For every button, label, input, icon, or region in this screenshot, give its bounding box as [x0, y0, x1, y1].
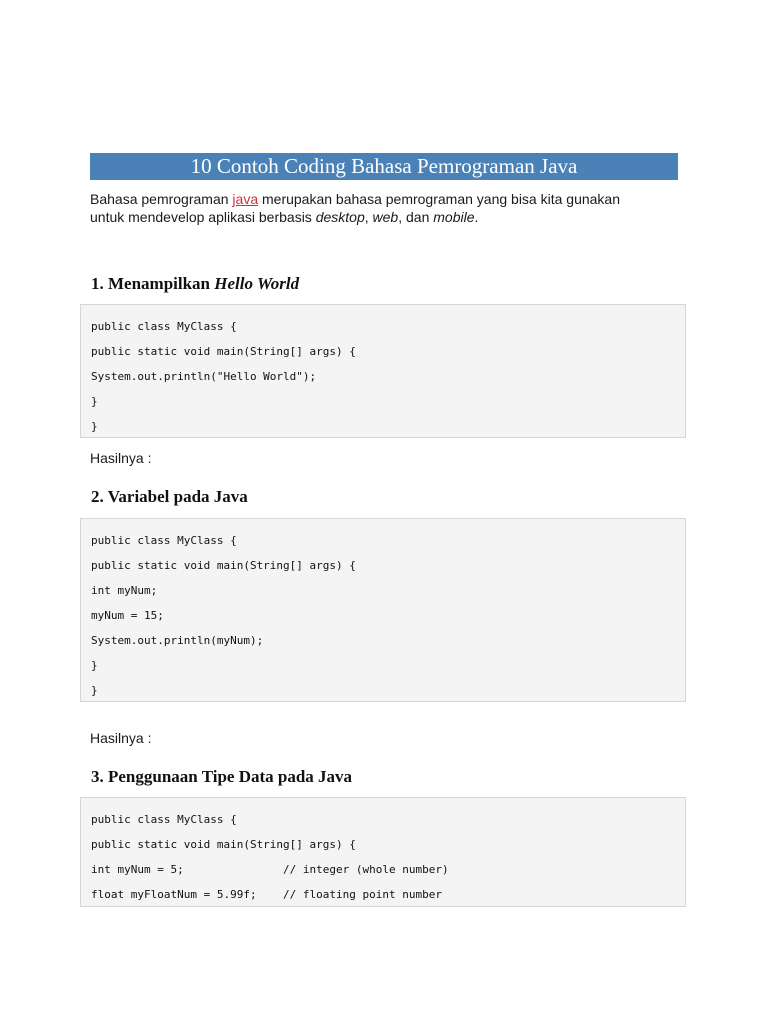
code-line: public static void main(String[] args) { [91, 345, 356, 358]
code-line: } [91, 395, 98, 408]
code-block-tipe-data [80, 797, 686, 907]
heading-italic: Hello World [214, 274, 300, 293]
code-line: } [91, 420, 98, 433]
intro-text-cont: merupakan bahasa pemrograman yang bisa kita gunakan [258, 191, 621, 207]
code-line: int myNum; [91, 584, 158, 597]
code-line: myNum = 15; [91, 609, 164, 622]
page-title: 10 Contoh Coding Bahasa Pemrograman Java [90, 153, 678, 180]
section-heading-tipe-data: 3. Penggunaan Tipe Data pada Java [91, 767, 353, 786]
code-line: public class MyClass { [91, 534, 237, 547]
intro-text: Bahasa pemrograman [90, 191, 229, 207]
code-line: public static void main(String[] args) { [91, 838, 356, 851]
code-line: System.out.println("Hello World"); [91, 370, 317, 383]
code-line: public static void main(String[] args) { [91, 559, 356, 572]
code-line: public class MyClass { [91, 320, 237, 333]
code-line: } [91, 684, 98, 697]
section-heading-hello-world [91, 273, 299, 295]
intro-mobile: mobile [433, 209, 475, 225]
intro-line2: untuk mendevelop aplikasi berbasis [90, 209, 316, 225]
intro-sep: , [364, 209, 373, 225]
code-line: int myNum = 5; // integer (whole number) [91, 863, 449, 876]
code-line: } [91, 659, 98, 672]
code-line: System.out.println(myNum); [91, 634, 264, 647]
code-block-variabel [80, 518, 686, 702]
intro-desktop: desktop [315, 209, 365, 225]
code-block-hello-world [80, 304, 686, 438]
intro-web: web [372, 209, 399, 225]
code-line: float myFloatNum = 5.99f; // floating point number [91, 888, 442, 901]
intro-paragraph [90, 190, 690, 226]
java-link[interactable]: java [232, 191, 259, 207]
result-label: Hasilnya : [90, 730, 152, 746]
code-line: public class MyClass { [91, 813, 237, 826]
intro-sep: . [474, 209, 479, 225]
section-heading-variabel: 2. Variabel pada Java [91, 487, 248, 506]
intro-sep: , dan [398, 209, 434, 225]
heading-number: 1. Menampilkan [91, 274, 215, 293]
result-label: Hasilnya : [90, 450, 152, 466]
